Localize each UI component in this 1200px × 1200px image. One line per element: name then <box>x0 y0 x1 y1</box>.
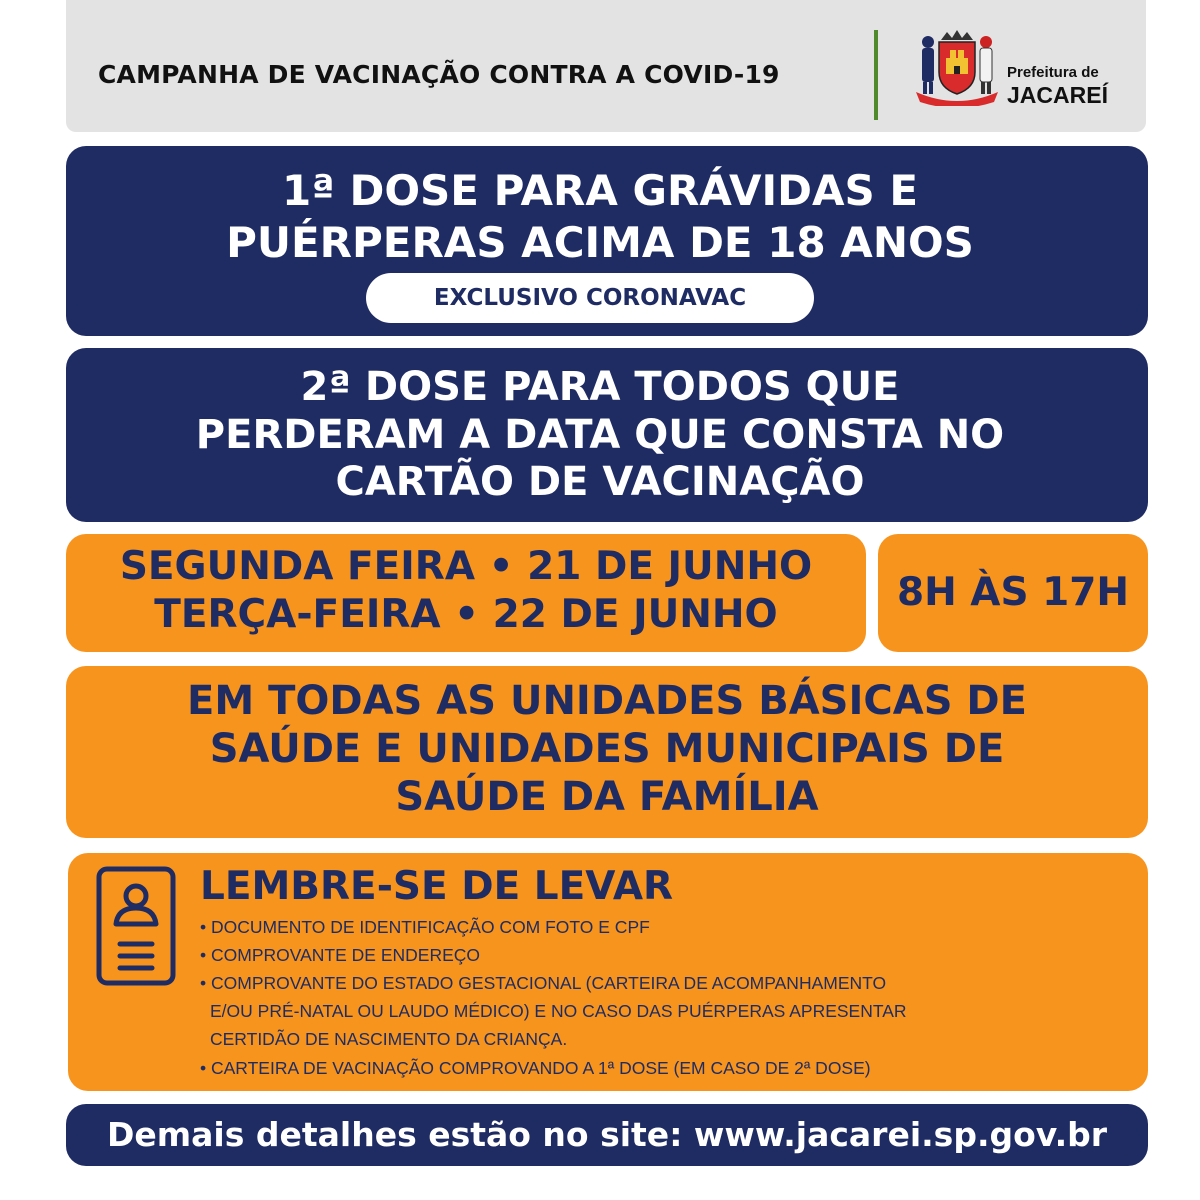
reminder-item-address-proof: • COMPROVANTE DE ENDEREÇO <box>200 945 480 965</box>
reminder-title: LEMBRE-SE DE LEVAR <box>200 864 674 909</box>
prefeitura-label: Prefeitura de <box>1007 64 1099 81</box>
coronavac-badge: EXCLUSIVO CORONAVAC <box>366 273 814 323</box>
date-tuesday: TERÇA-FEIRA • 22 DE JUNHO <box>154 592 778 637</box>
date-monday: SEGUNDA FEIRA • 21 DE JUNHO <box>119 544 813 589</box>
id-card-icon <box>96 866 176 986</box>
campaign-title: CAMPANHA DE VACINAÇÃO CONTRA A COVID-19 <box>98 60 780 89</box>
location-line-2: SAÚDE E UNIDADES MUNICIPAIS DE <box>209 726 1005 772</box>
first-dose-line-1: 1ª DOSE PARA GRÁVIDAS E <box>281 166 919 215</box>
header-divider <box>874 30 878 120</box>
website-link[interactable]: Demais detalhes estão no site: www.jacarei.sp.gov.br <box>106 1115 1108 1154</box>
second-dose-line-2: PERDERAM A DATA QUE CONSTA NO <box>195 412 1005 458</box>
reminder-item-pregnancy-proof-end: CERTIDÃO DE NASCIMENTO DA CRIANÇA. <box>210 1029 568 1049</box>
location-line-1: EM TODAS AS UNIDADES BÁSICAS DE <box>187 678 1027 724</box>
location-line-3: SAÚDE DA FAMÍLIA <box>395 774 819 820</box>
reminder-item-id-document: • DOCUMENTO DE IDENTIFICAÇÃO COM FOTO E CPF <box>200 917 650 937</box>
city-name: JACAREÍ <box>1007 82 1108 108</box>
second-dose-line-1: 2ª DOSE PARA TODOS QUE <box>300 364 900 410</box>
reminder-item-pregnancy-proof-cont: E/OU PRÉ-NATAL OU LAUDO MÉDICO) E NO CASO DAS PUÉRPERAS APRESENTAR <box>210 1001 907 1021</box>
first-dose-line-2: PUÉRPERAS ACIMA DE 18 ANOS <box>226 218 974 267</box>
second-dose-line-3: CARTÃO DE VACINAÇÃO <box>335 459 865 505</box>
reminder-item-vaccination-card: • CARTEIRA DE VACINAÇÃO COMPROVANDO A 1ª DOSE (EM CASO DE 2ª DOSE) <box>200 1058 871 1078</box>
city-coat-of-arms-icon <box>914 28 1000 106</box>
opening-hours: 8H ÀS 17H <box>896 570 1130 615</box>
reminder-item-pregnancy-proof: • COMPROVANTE DO ESTADO GESTACIONAL (CARTEIRA DE ACOMPANHAMENTO <box>200 973 887 993</box>
header-bar <box>66 0 1146 132</box>
